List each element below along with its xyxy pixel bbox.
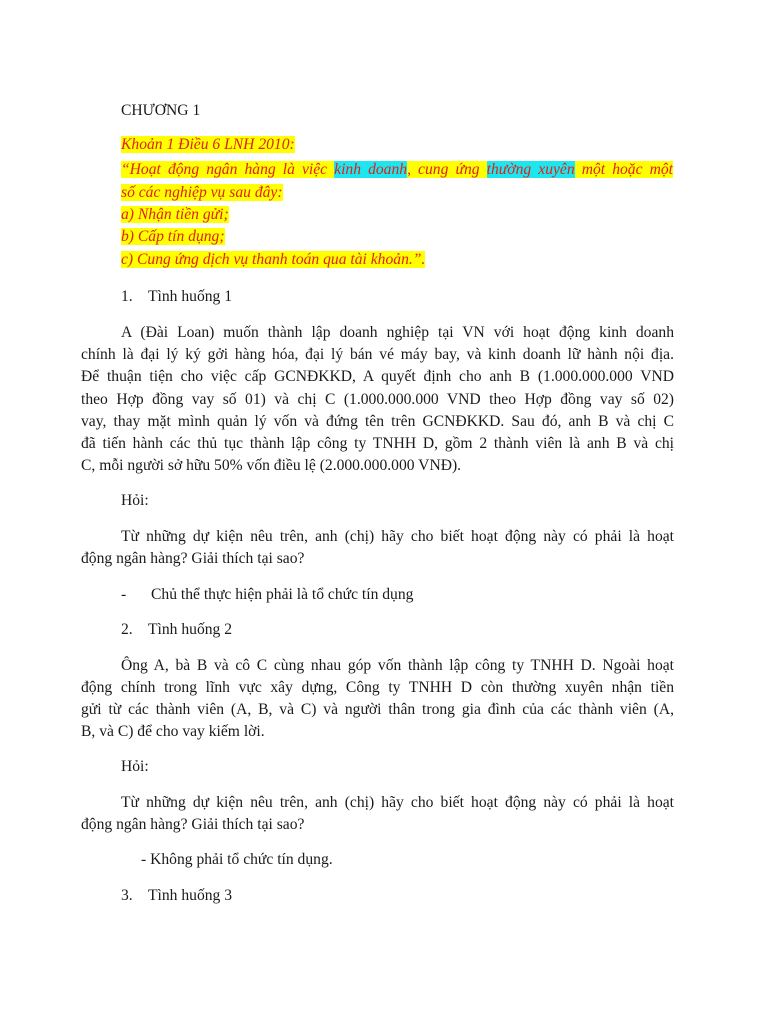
quote-heading-text: Khoản 1 Điều 6 LNH 2010: [121, 136, 295, 153]
case-title: Tình huống 2 [148, 621, 233, 638]
case-2-question-line: Từ những dự kiện nêu trên, anh (chị) hãy cho biết hoạt động này có phải là hoạt [121, 794, 674, 811]
case-number: 2. [121, 621, 133, 638]
quote-item-c [121, 249, 425, 271]
quote-text: một hoặc một [574, 161, 673, 178]
answer-text: Chủ thể thực hiện phải là tổ chức tín dụng [151, 586, 414, 603]
case-1-para-line: Để thuận tiện cho việc cấp GCNĐKKD, A quyết định cho anh B (1.000.000.000 VND [81, 368, 674, 385]
case-2-answer: - Không phải tổ chức tín dụng. [141, 851, 333, 868]
quote-text: số các nghiệp vụ sau đây: [121, 184, 283, 201]
case-3-heading [121, 885, 232, 907]
case-1-question-label: Hỏi: [121, 492, 149, 509]
case-number: 1. [121, 288, 133, 305]
case-1-heading [121, 286, 232, 308]
quote-text: c) Cung ứng dịch vụ thanh toán qua tài khoản.”. [121, 251, 426, 268]
quote-item-a [121, 204, 229, 226]
case-1-question-line: Từ những dự kiện nêu trên, anh (chị) hãy cho biết hoạt động này có phải là hoạt [121, 528, 674, 545]
quote-item-b [121, 226, 225, 248]
case-number: 3. [121, 887, 133, 904]
quote-text: , cung ứng [407, 161, 487, 178]
case-2-para-line: gửi từ các thành viên (A, B, và C) và người thân trong gia đình của các thành viên (A, [81, 701, 674, 718]
case-1-para-line: chính là đại lý ký gởi hàng hóa, đại lý bán vé máy bay, và kinh doanh lữ hành nội địa. [81, 346, 674, 363]
quote-highlight-cyan: kinh doanh [334, 161, 408, 178]
case-1-para-line: theo Hợp đồng vay số 01) và chị C (1.000.000.000 VND theo Hợp đồng vay số 02) [81, 391, 674, 408]
quote-text: b) Cấp tín dụng; [121, 228, 225, 245]
case-2-para-line: B, và C) để cho vay kiếm lời. [81, 723, 265, 740]
case-2-heading [121, 619, 232, 641]
case-title: Tình huống 1 [148, 288, 233, 305]
case-2-question-line: động ngân hàng? Giải thích tại sao? [81, 816, 305, 833]
case-1-answer [121, 584, 413, 606]
case-1-para-line: A (Đài Loan) muốn thành lập doanh nghiệp tại VN với hoạt động kinh doanh [121, 324, 674, 341]
quote-highlight-cyan: thường xuyên [486, 161, 575, 178]
quote-text: “Hoạt động ngân hàng là việc [121, 161, 335, 178]
case-2-question-label: Hỏi: [121, 758, 149, 775]
case-1-para-line: đã tiến hành các thủ tục thành lập công ty TNHH D, gồm 2 thành viên là anh B và chị [81, 435, 674, 452]
case-2-para-line: động chính trong lĩnh vực xây dựng, Công ty TNHH D còn thường xuyên nhận tiền [81, 679, 674, 696]
bullet-dash: - [121, 586, 127, 603]
quote-heading [121, 134, 295, 156]
case-2-para-line: Ông A, bà B và cô C cùng nhau góp vốn thành lập công ty TNHH D. Ngoài hoạt [121, 657, 674, 674]
quote-line-2 [121, 182, 283, 204]
case-1-question-line: động ngân hàng? Giải thích tại sao? [81, 550, 305, 567]
case-title: Tình huống 3 [148, 887, 233, 904]
case-1-para-line: vay, thay mặt mình quản lý vốn và đứng tên trên GCNĐKKD. Sau đó, anh B và chị C [81, 413, 674, 430]
quote-line-1 [121, 159, 673, 181]
quote-text: a) Nhận tiền gửi; [121, 206, 229, 223]
case-1-para-line: C, mỗi người sở hữu 50% vốn điều lệ (2.000.000.000 VNĐ). [81, 457, 462, 474]
chapter-heading: CHƯƠNG 1 [121, 102, 201, 119]
